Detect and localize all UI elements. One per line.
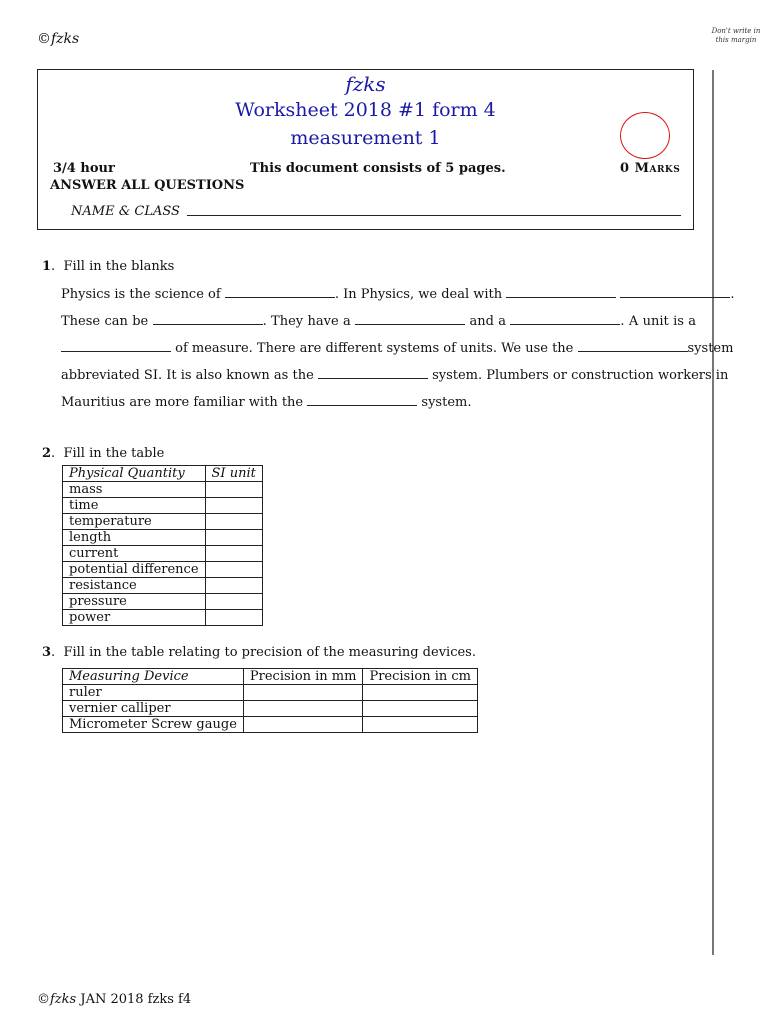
answer-cell[interactable] xyxy=(205,594,262,610)
table-cell: power xyxy=(63,610,206,626)
answer-cell[interactable] xyxy=(205,562,262,578)
table-cell: temperature xyxy=(63,514,206,530)
answer-cell[interactable] xyxy=(205,546,262,562)
answer-cell[interactable] xyxy=(205,482,262,498)
table-header: Precision in mm xyxy=(243,669,363,685)
table-row xyxy=(63,685,478,701)
table-row xyxy=(63,530,263,546)
marks-circle xyxy=(620,112,670,159)
table-header: Measuring Device xyxy=(63,669,244,685)
blank-field[interactable] xyxy=(578,341,688,352)
question-prompt: Fill in the table relating to precision of the measuring devices. xyxy=(63,645,476,660)
footer-date: JAN 2018 fzks f4 xyxy=(80,992,192,1007)
answer-cell[interactable] xyxy=(363,717,478,733)
duration: 3/4 hour xyxy=(53,161,115,176)
table-header-row xyxy=(63,669,478,685)
answer-cell[interactable] xyxy=(205,530,262,546)
worksheet-title: Worksheet 2018 #1 form 4 xyxy=(235,99,496,121)
table-row xyxy=(63,701,478,717)
table-cell: resistance xyxy=(63,578,206,594)
instruction: ANSWER ALL QUESTIONS xyxy=(50,178,245,193)
blank-field[interactable] xyxy=(307,395,417,406)
table-cell: pressure xyxy=(63,594,206,610)
table-header: Precision in cm xyxy=(363,669,478,685)
table-row xyxy=(63,594,263,610)
table-cell: time xyxy=(63,498,206,514)
answer-cell[interactable] xyxy=(205,498,262,514)
footer-copyright: ©fzks xyxy=(37,992,77,1007)
blank-field[interactable] xyxy=(620,287,730,298)
paragraph-line: Mauritius are more familiar with the system. xyxy=(61,395,472,410)
blank-field[interactable] xyxy=(506,287,616,298)
brand-title: fzks xyxy=(345,72,386,96)
question-2-heading: 2. Fill in the table xyxy=(42,446,165,461)
topic-title: measurement 1 xyxy=(290,127,441,149)
table-cell: Micrometer Screw gauge xyxy=(63,717,244,733)
table-row xyxy=(63,498,263,514)
blank-field[interactable] xyxy=(318,368,428,379)
margin-note: Don't write in this margin xyxy=(711,27,761,44)
answer-cell[interactable] xyxy=(205,514,262,530)
table-row xyxy=(63,562,263,578)
table-cell: length xyxy=(63,530,206,546)
pages-note: This document consists of 5 pages. xyxy=(250,161,506,176)
question-prompt: Fill in the table xyxy=(63,446,165,461)
answer-cell[interactable] xyxy=(243,701,363,717)
name-class-field[interactable] xyxy=(187,215,681,216)
quantity-table xyxy=(62,465,263,626)
question-1-paragraph xyxy=(61,281,735,416)
question-number: 2 xyxy=(42,446,52,461)
answer-cell[interactable] xyxy=(363,701,478,717)
table-row xyxy=(63,482,263,498)
blank-field[interactable] xyxy=(225,287,335,298)
question-prompt: Fill in the blanks xyxy=(63,259,175,274)
marks-label: 0 Marks xyxy=(620,161,681,176)
blank-field[interactable] xyxy=(61,341,171,352)
answer-cell[interactable] xyxy=(205,610,262,626)
paragraph-line: These can be . They have a and a . A unit is a xyxy=(61,314,696,329)
table-cell: vernier calliper xyxy=(63,701,244,717)
table-cell: ruler xyxy=(63,685,244,701)
blank-field[interactable] xyxy=(153,314,263,325)
table-row xyxy=(63,546,263,562)
answer-cell[interactable] xyxy=(243,717,363,733)
table-cell: mass xyxy=(63,482,206,498)
answer-cell[interactable] xyxy=(243,685,363,701)
table-row xyxy=(63,514,263,530)
blank-field[interactable] xyxy=(510,314,620,325)
table-row xyxy=(63,717,478,733)
table-cell: current xyxy=(63,546,206,562)
table-header-row xyxy=(63,466,263,482)
question-1-heading: 1. Fill in the blanks xyxy=(42,259,175,274)
answer-cell[interactable] xyxy=(205,578,262,594)
name-class-label: NAME & CLASS xyxy=(71,204,180,219)
paragraph-line: Physics is the science of . In Physics, we deal with . xyxy=(61,287,735,302)
paragraph-line: of measure. There are different systems of units. We use the system xyxy=(61,335,696,362)
table-cell: potential difference xyxy=(63,562,206,578)
table-header: SI unit xyxy=(205,466,262,482)
table-row xyxy=(63,578,263,594)
copyright-top: ©fzks xyxy=(37,31,80,47)
question-3-heading: 3. Fill in the table relating to precision of the measuring devices. xyxy=(42,645,476,660)
precision-table xyxy=(62,668,478,733)
margin-divider xyxy=(712,70,714,955)
paragraph-line: abbreviated SI. It is also known as the system. Plumbers or construction workers in xyxy=(61,368,729,383)
table-row xyxy=(63,610,263,626)
footer xyxy=(37,992,191,1007)
answer-cell[interactable] xyxy=(363,685,478,701)
table-header: Physical Quantity xyxy=(63,466,206,482)
question-number: 3 xyxy=(42,645,52,660)
question-number: 1 xyxy=(42,259,52,274)
blank-field[interactable] xyxy=(355,314,465,325)
